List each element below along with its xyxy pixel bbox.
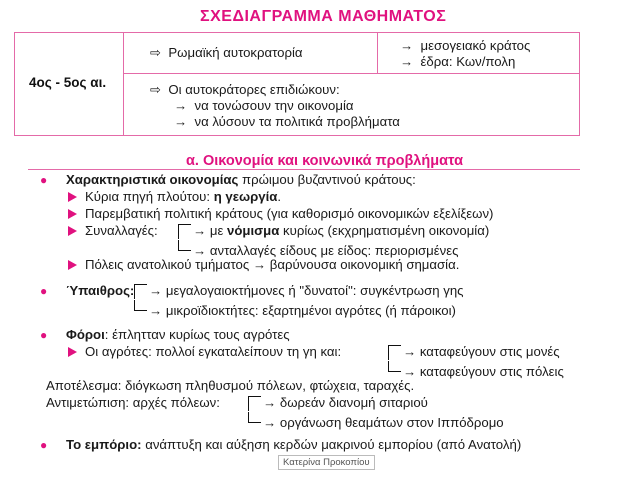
trade-line: ● Το εμπόριο: ανάπτυξη και αύξηση κερδών μακρινού εμπορίου (από Ανατολή) (40, 437, 522, 452)
arrow-icon: → (400, 38, 414, 53)
arrow-icon: → (403, 344, 417, 359)
arrow-icon: → (403, 364, 417, 379)
arrow-icon: → (263, 415, 277, 430)
section-rule (28, 169, 580, 170)
box-goal-2: → να λύσουν τα πολιτικά προβλήματα (174, 114, 400, 129)
bracket-icon (248, 412, 261, 423)
econ-item-4: Πόλεις ανατολικού τμήματος → βαρύνουσα οικονομική σημασία. (68, 257, 459, 273)
arrow-icon: → (400, 54, 414, 69)
taxes-farmers: Οι αγρότες: πολλοί εγκαταλείπουν τη γη και: (68, 344, 341, 360)
triangle-bullet-icon (68, 192, 77, 202)
countryside-a: → μεγαλογαιοκτήμονες ή "δυνατοί": συγκέντρωση γης (134, 283, 464, 299)
triangle-bullet-icon (68, 260, 77, 270)
box-empire-line: ⇨ Ρωμαϊκή αυτοκρατορία (150, 45, 303, 60)
arrow-icon: ⇨ (150, 45, 162, 60)
bullet-icon: ● (40, 173, 48, 187)
bracket-icon (388, 345, 401, 360)
bracket-icon (388, 361, 401, 372)
econ-item-3a: → με νόμισμα κυρίως (εκχρηματισμένη οικονομία) (178, 223, 489, 239)
period-label: 4ος - 5ος αι. (29, 75, 107, 90)
box-divider (123, 33, 124, 135)
arrow-icon: → (174, 114, 188, 129)
box-divider (123, 73, 579, 74)
econ-item-3: Συναλλαγές: (68, 223, 158, 239)
arrow-icon: → (263, 395, 277, 410)
section-title: α. Οικονομία και κοινωνικά προβλήματα (186, 153, 463, 169)
taxes-response: Αντιμετώπιση: αρχές πόλεων: (46, 395, 220, 410)
econ-item-2: Παρεμβατική πολιτική κράτους (για καθορισμό οικονομικών εξελίξεων) (68, 206, 493, 222)
bracket-icon (178, 224, 191, 239)
triangle-bullet-icon (68, 209, 77, 219)
countryside-heading: ● Ύπαιθρος: (40, 283, 135, 298)
arrow-icon: → (193, 223, 207, 238)
taxes-b: → καταφεύγουν στις πόλεις (388, 361, 564, 380)
arrow-icon: → (193, 243, 207, 258)
bracket-icon (134, 284, 147, 299)
bullet-icon: ● (40, 284, 48, 298)
arrow-icon: → (174, 98, 188, 113)
econ-item-1: Κύρια πηγή πλούτου: η γεωργία. (68, 189, 281, 205)
box-state-line-1: → μεσογειακό κράτος (400, 38, 531, 53)
taxes-response-1: → δωρεάν διανομή σιταριού (248, 395, 428, 411)
triangle-bullet-icon (68, 226, 77, 236)
econ-item-3b: → ανταλλαγές είδους με είδος: περιορισμένες (178, 240, 458, 259)
bracket-icon (134, 300, 147, 311)
box-emperors-line: ⇨ Οι αυτοκράτορες επιδιώκουν: (150, 82, 340, 97)
bullet-icon: ● (40, 328, 48, 342)
countryside-b: → μικροϊδιοκτήτες: εξαρτημένοι αγρότες (ή πάροικοι) (134, 300, 456, 319)
bracket-icon (178, 240, 191, 251)
box-state-line-2: → έδρα: Κων/πολη (400, 54, 516, 69)
bullet-icon: ● (40, 438, 48, 452)
arrow-icon: ⇨ (150, 82, 162, 97)
arrow-icon: → (149, 283, 163, 298)
arrow-icon: → (252, 257, 270, 272)
econ-heading: ● Χαρακτηριστικά οικονομίας πρώιμου βυζαντινού κράτους: (40, 172, 416, 187)
taxes-response-2: → οργάνωση θεαμάτων στον Ιππόδρομο (248, 412, 504, 431)
taxes-result: Αποτέλεσμα: διόγκωση πληθυσμού πόλεων, φτώχεια, ταραχές. (46, 378, 415, 393)
taxes-heading: ● Φόροι: έπλητταν κυρίως τους αγρότες (40, 327, 290, 342)
arrow-icon: → (149, 303, 163, 318)
triangle-bullet-icon (68, 347, 77, 357)
taxes-a: → καταφεύγουν στις μονές (388, 344, 560, 360)
author-footer: Κατερίνα Προκοπίου (278, 455, 375, 470)
box-divider (377, 33, 378, 73)
bracket-icon (248, 396, 261, 411)
page-title: ΣΧΕΔΙΑΓΡΑΜΜΑ ΜΑΘΗΜΑΤΟΣ (200, 8, 447, 25)
box-goal-1: → να τονώσουν την οικονομία (174, 98, 354, 113)
